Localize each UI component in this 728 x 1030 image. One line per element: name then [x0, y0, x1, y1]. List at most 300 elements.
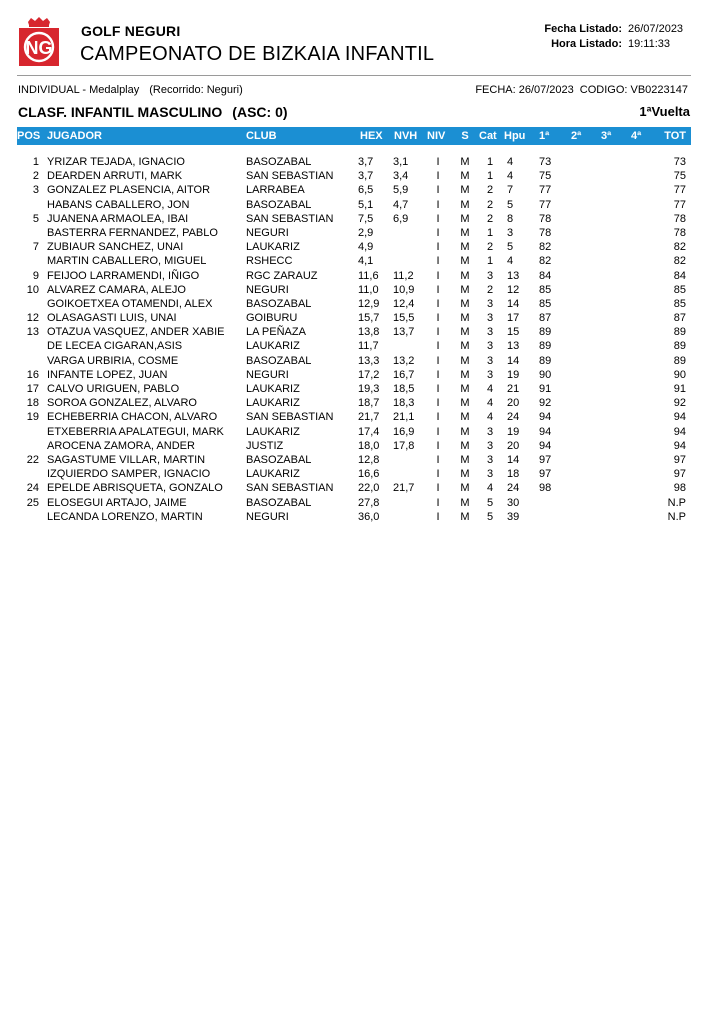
cell-nvh: 16,9 [393, 425, 415, 438]
table-row [17, 155, 691, 169]
competition-date: FECHA: 26/07/2023 [475, 84, 574, 96]
cell-round-1: 85 [539, 283, 552, 296]
table-row [17, 297, 691, 311]
cell-cat: 4 [486, 383, 494, 395]
cell-round-1: 98 [539, 482, 552, 495]
cell-niv: I [436, 198, 440, 211]
cell-player: ALVAREZ CAMARA, ALEJO [47, 283, 186, 296]
cell-club: BASOZABAL [246, 198, 312, 211]
cell-sex: M [460, 468, 470, 481]
cell-pos: 22 [26, 453, 39, 466]
cell-total: 94 [673, 411, 686, 424]
cell-total: N.P [667, 510, 686, 523]
cell-total: N.P [667, 496, 686, 509]
header-divider [17, 75, 691, 76]
cell-hpu: 15 [507, 326, 520, 339]
cell-cat: 5 [486, 496, 494, 509]
col-header-niv: NIV [427, 130, 446, 142]
cell-niv: I [436, 397, 440, 410]
cell-niv: I [436, 510, 440, 523]
cell-round-1: 78 [539, 226, 552, 239]
cell-total: 82 [673, 241, 686, 254]
cell-sex: M [460, 226, 470, 239]
cell-total: 77 [673, 198, 686, 211]
cell-cat: 1 [486, 170, 494, 183]
cell-niv: I [436, 241, 440, 254]
cell-pos: 17 [26, 383, 39, 395]
cell-cat: 2 [486, 241, 494, 254]
table-row [17, 283, 691, 297]
cell-player: AROCENA ZAMORA, ANDER [47, 439, 195, 452]
cell-sex: M [460, 156, 470, 168]
cell-hex: 13,8 [358, 326, 380, 339]
cell-sex: M [460, 326, 470, 339]
cell-round-1: 87 [539, 312, 552, 325]
table-row [17, 439, 691, 453]
cell-niv: I [436, 226, 440, 239]
listing-date-label: Fecha Listado: [544, 23, 622, 35]
col-header-round-4: 4ª [631, 130, 642, 142]
cell-total: 84 [673, 269, 686, 282]
cell-player: ETXEBERRIA APALATEGUI, MARK [47, 425, 224, 438]
cell-pos: 5 [32, 212, 39, 225]
championship-title: CAMPEONATO DE BIZKAIA INFANTIL [80, 43, 435, 65]
col-header-hex: HEX [360, 130, 383, 142]
col-header-nvh: NVH [394, 130, 418, 142]
cell-hpu: 4 [507, 255, 514, 268]
cell-player: DE LECEA CIGARAN,ASIS [47, 340, 183, 353]
cell-nvh: 13,7 [393, 326, 415, 339]
cell-hpu: 21 [507, 383, 520, 395]
cell-sex: M [460, 255, 470, 268]
cell-hpu: 5 [507, 241, 514, 254]
cell-player: MARTIN CABALLERO, MIGUEL [47, 255, 207, 268]
listing-time-label: Hora Listado: [551, 38, 622, 50]
cell-cat: 3 [486, 468, 494, 481]
cell-cat: 3 [486, 326, 494, 339]
col-header-sex: S [461, 130, 469, 142]
cell-hex: 17,4 [358, 425, 380, 438]
cell-hex: 3,7 [358, 170, 374, 183]
table-row [17, 453, 691, 467]
cell-club: LAUKARIZ [246, 397, 300, 410]
cell-sex: M [460, 184, 470, 197]
cell-sex: M [460, 439, 470, 452]
cell-cat: 2 [486, 283, 494, 296]
cell-club: SAN SEBASTIAN [246, 482, 334, 495]
cell-sex: M [460, 241, 470, 254]
cell-total: 85 [673, 297, 686, 310]
cell-round-1: 85 [539, 297, 552, 310]
cell-sex: M [460, 411, 470, 424]
cell-round-1: 75 [539, 170, 552, 183]
cell-club: SAN SEBASTIAN [246, 411, 334, 424]
cell-pos: 19 [26, 411, 39, 424]
cell-hex: 3,7 [358, 156, 374, 168]
cell-player: LECANDA LORENZO, MARTIN [47, 510, 203, 523]
col-header-round-2: 2ª [571, 130, 582, 142]
cell-hpu: 30 [507, 496, 520, 509]
cell-hex: 15,7 [358, 312, 380, 325]
cell-pos: 1 [32, 156, 39, 168]
cell-round-1: 94 [539, 439, 552, 452]
table-row [17, 198, 691, 212]
cell-round-1: 77 [539, 198, 552, 211]
cell-club: GOIBURU [246, 312, 298, 325]
cell-round-1: 82 [539, 241, 552, 254]
cell-total: 94 [673, 425, 686, 438]
cell-cat: 3 [486, 297, 494, 310]
table-row [17, 183, 691, 197]
table-row [17, 169, 691, 183]
cell-hpu: 14 [507, 354, 520, 367]
cell-hex: 18,0 [358, 439, 380, 452]
cell-hpu: 24 [507, 482, 520, 495]
cell-hpu: 4 [507, 170, 514, 183]
table-row [17, 425, 691, 439]
table-row [17, 467, 691, 481]
cell-niv: I [436, 453, 440, 466]
cell-hpu: 14 [507, 453, 520, 466]
cell-player: ECHEBERRIA CHACON, ALVARO [47, 411, 218, 424]
col-header-round-1: 1ª [539, 130, 550, 142]
cell-pos: 7 [32, 241, 39, 254]
col-header-club: CLUB [246, 130, 277, 142]
cell-player: IZQUIERDO SAMPER, IGNACIO [47, 468, 211, 481]
cell-nvh: 3,1 [393, 156, 409, 168]
cell-total: 89 [673, 340, 686, 353]
cell-total: 85 [673, 283, 686, 296]
cell-niv: I [436, 255, 440, 268]
cell-niv: I [436, 496, 440, 509]
cell-round-1: 94 [539, 425, 552, 438]
cell-hpu: 13 [507, 269, 520, 282]
cell-cat: 3 [486, 312, 494, 325]
cell-sex: M [460, 397, 470, 410]
cell-nvh: 15,5 [393, 312, 415, 325]
cell-sex: M [460, 383, 470, 395]
cell-hpu: 24 [507, 411, 520, 424]
cell-hex: 22,0 [358, 482, 380, 495]
cell-nvh: 21,7 [393, 482, 415, 495]
cell-sex: M [460, 510, 470, 523]
cell-sex: M [460, 453, 470, 466]
cell-club: LAUKARIZ [246, 340, 300, 353]
cell-nvh: 11,2 [393, 269, 414, 282]
cell-total: 97 [673, 468, 686, 481]
cell-cat: 4 [486, 411, 494, 424]
cell-hpu: 18 [507, 468, 520, 481]
col-header-cat: Cat [479, 130, 497, 142]
cell-cat: 5 [486, 510, 494, 523]
cell-cat: 4 [486, 482, 494, 495]
cell-niv: I [436, 354, 440, 367]
cell-nvh: 16,7 [393, 368, 415, 381]
club-name: GOLF NEGURI [81, 23, 181, 39]
cell-niv: I [436, 326, 440, 339]
cell-nvh: 5,9 [393, 184, 409, 197]
table-row [17, 396, 691, 410]
cell-total: 77 [673, 184, 686, 197]
cell-nvh: 21,1 [393, 411, 415, 424]
col-header-total: TOT [664, 130, 686, 142]
cell-club: BASOZABAL [246, 453, 312, 466]
cell-cat: 3 [486, 340, 494, 353]
col-header-pos: POS [17, 130, 41, 142]
cell-total: 89 [673, 354, 686, 367]
cell-cat: 3 [486, 439, 494, 452]
cell-niv: I [436, 383, 440, 395]
cell-player: ELOSEGUI ARTAJO, JAIME [47, 496, 187, 509]
cell-round-1: 78 [539, 212, 552, 225]
cell-hpu: 12 [507, 283, 520, 296]
cell-club: BASOZABAL [246, 297, 312, 310]
cell-total: 92 [673, 397, 686, 410]
cell-nvh: 4,7 [393, 198, 409, 211]
cell-cat: 2 [486, 198, 494, 211]
cell-club: NEGURI [246, 226, 289, 239]
cell-hex: 21,7 [358, 411, 380, 424]
cell-hpu: 13 [507, 340, 520, 353]
cell-player: BASTERRA FERNANDEZ, PABLO [47, 226, 218, 239]
cell-sex: M [460, 354, 470, 367]
cell-player: GONZALEZ PLASENCIA, AITOR [47, 184, 211, 197]
cell-total: 91 [673, 383, 686, 395]
cell-club: BASOZABAL [246, 156, 312, 168]
cell-niv: I [436, 212, 440, 225]
cell-nvh: 13,2 [393, 354, 415, 367]
cell-club: NEGURI [246, 283, 289, 296]
cell-total: 75 [673, 170, 686, 183]
cell-club: LAUKARIZ [246, 241, 300, 254]
cell-round-1: 89 [539, 340, 552, 353]
table-row [17, 226, 691, 240]
classification-asc: (ASC: 0) [232, 104, 288, 120]
cell-sex: M [460, 425, 470, 438]
cell-hex: 27,8 [358, 496, 380, 509]
cell-niv: I [436, 340, 440, 353]
cell-club: LA PEÑAZA [246, 326, 306, 339]
cell-hex: 4,9 [358, 241, 374, 254]
cell-niv: I [436, 269, 440, 282]
cell-hpu: 7 [507, 184, 514, 197]
competition-code: CODIGO: VB0223147 [579, 84, 688, 96]
cell-sex: M [460, 297, 470, 310]
col-header-player: JUGADOR [47, 130, 103, 142]
cell-niv: I [436, 368, 440, 381]
cell-player: SAGASTUME VILLAR, MARTIN [47, 453, 206, 466]
cell-hpu: 3 [507, 226, 514, 239]
cell-hex: 36,0 [358, 510, 380, 523]
cell-player: HABANS CABALLERO, JON [47, 198, 190, 211]
cell-cat: 3 [486, 269, 494, 282]
cell-niv: I [436, 439, 440, 452]
listing-info [544, 22, 688, 52]
cell-niv: I [436, 297, 440, 310]
cell-sex: M [460, 212, 470, 225]
cell-cat: 2 [486, 184, 494, 197]
cell-hpu: 5 [507, 198, 514, 211]
cell-total: 87 [673, 312, 686, 325]
cell-niv: I [436, 170, 440, 183]
cell-round-1: 89 [539, 354, 552, 367]
competition-course: (Recorrido: Neguri) [149, 84, 243, 96]
cell-pos: 18 [26, 397, 39, 410]
cell-niv: I [436, 411, 440, 424]
cell-hpu: 20 [507, 397, 520, 410]
cell-cat: 1 [486, 226, 494, 239]
cell-total: 82 [673, 255, 686, 268]
cell-hex: 11,0 [358, 283, 379, 296]
cell-pos: 2 [32, 170, 39, 183]
cell-cat: 2 [486, 212, 494, 225]
cell-pos: 25 [26, 496, 39, 509]
cell-round-1: 97 [539, 453, 552, 466]
classification-title [18, 104, 288, 120]
cell-nvh: 17,8 [393, 439, 415, 452]
listing-time: 19:11:33 [628, 38, 671, 50]
cell-player: GOIKOETXEA OTAMENDI, ALEX [47, 297, 213, 310]
cell-niv: I [436, 482, 440, 495]
cell-hex: 2,9 [358, 226, 374, 239]
cell-club: RGC ZARAUZ [246, 269, 318, 282]
cell-player: CALVO URIGUEN, PABLO [47, 383, 180, 395]
cell-pos: 12 [26, 312, 39, 325]
cell-player: SOROA GONZALEZ, ALVARO [47, 397, 197, 410]
cell-hpu: 19 [507, 368, 520, 381]
cell-round-1: 77 [539, 184, 552, 197]
cell-hpu: 4 [507, 156, 514, 168]
cell-club: LAUKARIZ [246, 383, 300, 395]
cell-club: NEGURI [246, 510, 289, 523]
table-row [17, 212, 691, 226]
cell-pos: 24 [26, 482, 39, 495]
cell-player: FEIJOO LARRAMENDI, IÑIGO [47, 269, 200, 282]
cell-round-1: 73 [539, 156, 552, 168]
cell-hpu: 20 [507, 439, 520, 452]
cell-hex: 19,3 [358, 383, 380, 395]
cell-hpu: 19 [507, 425, 520, 438]
cell-club: SAN SEBASTIAN [246, 212, 334, 225]
cell-player: YRIZAR TEJADA, IGNACIO [47, 156, 185, 168]
cell-hpu: 17 [507, 312, 520, 325]
cell-pos: 13 [26, 326, 39, 339]
cell-hex: 12,8 [358, 453, 380, 466]
table-row [17, 325, 691, 339]
cell-total: 89 [673, 326, 686, 339]
table-row [17, 311, 691, 325]
cell-sex: M [460, 198, 470, 211]
cell-niv: I [436, 156, 440, 168]
cell-niv: I [436, 184, 440, 197]
cell-pos: 3 [32, 184, 39, 197]
cell-pos: 16 [26, 368, 39, 381]
cell-hpu: 39 [507, 510, 520, 523]
table-row [17, 481, 691, 495]
cell-hex: 4,1 [358, 255, 374, 268]
competition-info [18, 84, 243, 96]
cell-hex: 12,9 [358, 297, 380, 310]
col-header-hpu: Hpu [504, 130, 526, 142]
cell-niv: I [436, 425, 440, 438]
cell-round-1: 94 [539, 411, 552, 424]
cell-niv: I [436, 468, 440, 481]
cell-hex: 13,3 [358, 354, 380, 367]
cell-cat: 1 [486, 156, 494, 168]
cell-round-1: 90 [539, 368, 552, 381]
cell-nvh: 6,9 [393, 212, 409, 225]
cell-club: JUSTIZ [246, 439, 284, 452]
cell-total: 78 [673, 226, 686, 239]
cell-club: LAUKARIZ [246, 425, 300, 438]
cell-cat: 4 [486, 397, 494, 410]
cell-nvh: 10,9 [393, 283, 415, 296]
table-row [17, 254, 691, 268]
cell-sex: M [460, 368, 470, 381]
cell-total: 90 [673, 368, 686, 381]
table-row [17, 269, 691, 283]
cell-player: DEARDEN ARRUTI, MARK [47, 170, 183, 183]
competition-meta [475, 84, 688, 96]
cell-hex: 11,7 [358, 340, 379, 353]
cell-total: 94 [673, 439, 686, 452]
cell-hpu: 14 [507, 297, 520, 310]
table-row [17, 496, 691, 510]
cell-player: OLASAGASTI LUIS, UNAI [47, 312, 177, 325]
cell-player: VARGA URBIRIA, COSME [47, 354, 179, 367]
cell-round-1: 92 [539, 397, 552, 410]
cell-hex: 5,1 [358, 198, 374, 211]
cell-club: BASOZABAL [246, 496, 312, 509]
cell-club: RSHECC [246, 255, 293, 268]
cell-sex: M [460, 283, 470, 296]
cell-hex: 18,7 [358, 397, 380, 410]
table-row [17, 382, 691, 396]
cell-niv: I [436, 312, 440, 325]
cell-club: BASOZABAL [246, 354, 312, 367]
cell-cat: 3 [486, 368, 494, 381]
cell-round-1: 82 [539, 255, 552, 268]
cell-player: JUANENA ARMAOLEA, IBAI [47, 212, 189, 225]
cell-hex: 16,6 [358, 468, 380, 481]
cell-total: 73 [673, 156, 686, 168]
cell-sex: M [460, 482, 470, 495]
cell-hex: 11,6 [358, 269, 379, 282]
cell-total: 98 [673, 482, 686, 495]
cell-player: INFANTE LOPEZ, JUAN [47, 368, 168, 381]
listing-date: 26/07/2023 [628, 23, 684, 35]
round-label: 1ªVuelta [639, 104, 690, 119]
cell-niv: I [436, 283, 440, 296]
classification-name: CLASF. INFANTIL MASCULINO [18, 104, 223, 120]
table-row [17, 410, 691, 424]
table-row [17, 240, 691, 254]
cell-cat: 3 [486, 425, 494, 438]
cell-nvh: 3,4 [393, 170, 409, 183]
cell-sex: M [460, 170, 470, 183]
cell-hex: 6,5 [358, 184, 374, 197]
cell-nvh: 12,4 [393, 297, 415, 310]
cell-nvh: 18,3 [393, 397, 415, 410]
cell-cat: 3 [486, 453, 494, 466]
cell-hpu: 8 [507, 212, 514, 225]
logo-letters: NG [25, 38, 53, 58]
competition-mode: INDIVIDUAL - Medalplay [18, 84, 140, 96]
cell-sex: M [460, 269, 470, 282]
table-row [17, 510, 691, 524]
cell-club: NEGURI [246, 368, 289, 381]
cell-pos: 10 [26, 283, 39, 296]
